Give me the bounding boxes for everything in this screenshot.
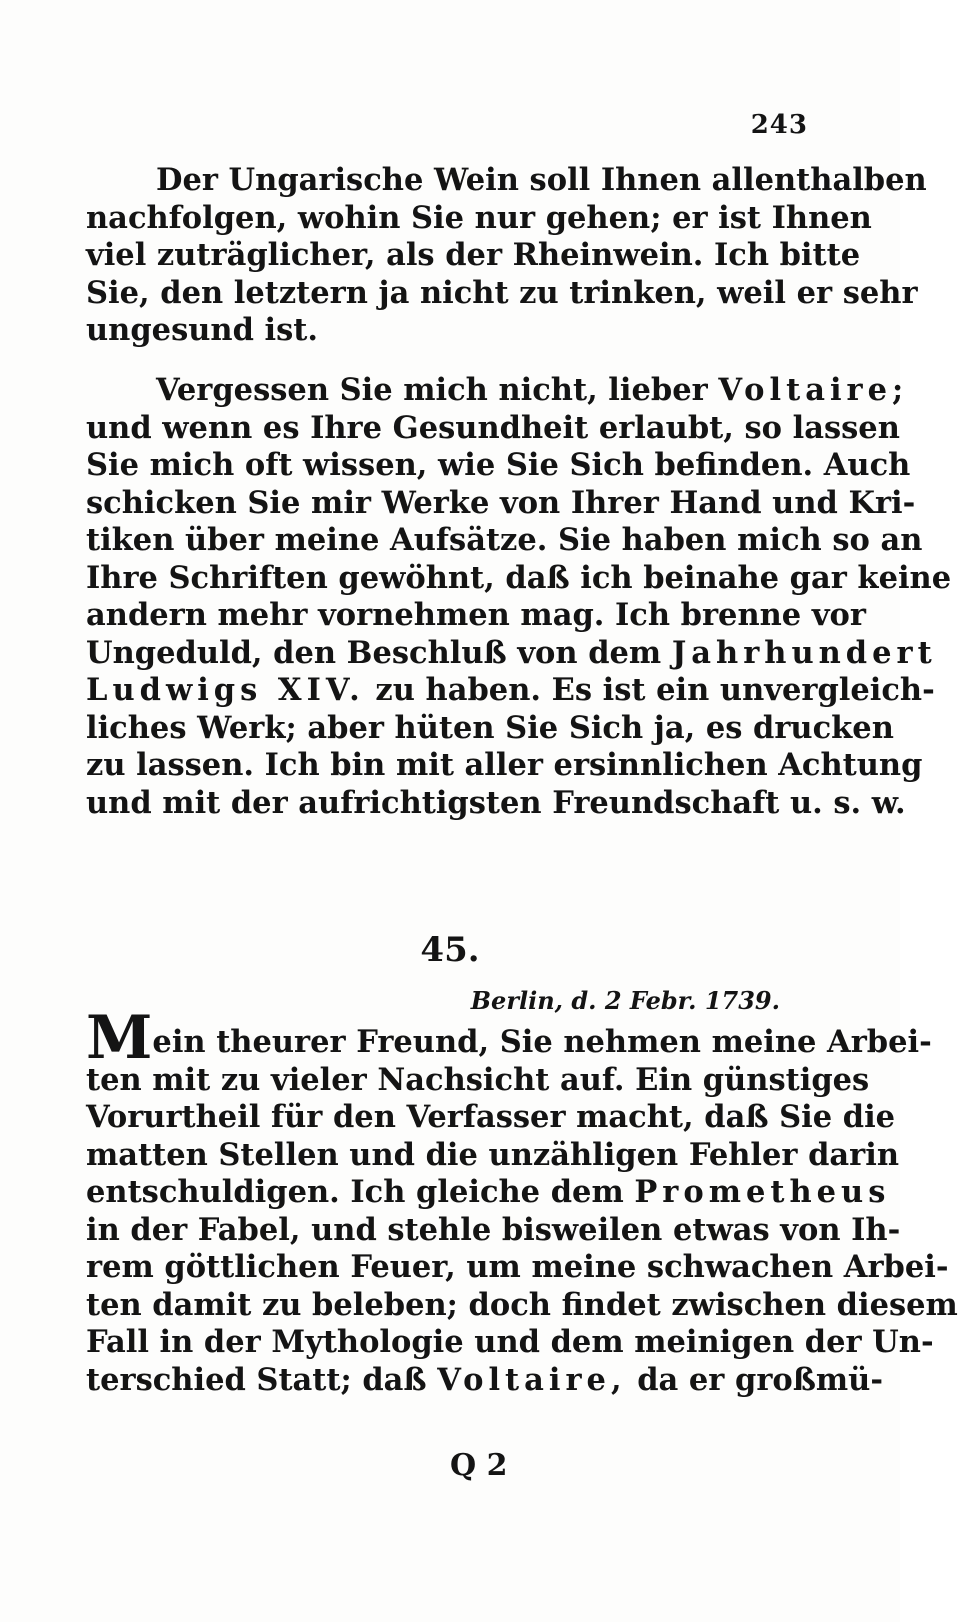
text-line: Ihre Schriften gewöhnt, daß ich beinahe gar keine xyxy=(86,559,952,596)
text-line: nachfolgen, wohin Sie nur gehen; er ist Ihnen xyxy=(86,199,872,236)
text-line: Vorurtheil für den Verfasser macht, daß Sie die xyxy=(86,1099,896,1135)
text-line: andern mehr vornehmen mag. Ich brenne vor xyxy=(86,597,866,633)
text-line: und wenn es Ihre Gesundheit erlaubt, so lassen xyxy=(86,409,900,446)
text-fragment: Ungeduld, den Beschluß von dem xyxy=(86,634,662,671)
text-fragment: da er großmü- xyxy=(637,1361,884,1398)
text-line: Sie mich oft wissen, wie Sie Sich befinden. Auch xyxy=(86,447,911,483)
name-voltaire: Voltaire; xyxy=(718,372,909,408)
text-line xyxy=(86,1361,884,1400)
letter-number: 45. xyxy=(420,930,480,970)
text-fragment: entschuldigen. Ich gleiche dem xyxy=(86,1174,624,1210)
page-number: 243 xyxy=(750,110,808,140)
paragraph-closing-request xyxy=(86,372,952,822)
text-line: in der Fabel, und stehle bisweilen etwas von Ih- xyxy=(86,1211,901,1248)
book-title-ludwigs: Ludwigs XIV. xyxy=(86,672,365,708)
text-line: liches Werk; aber hüten Sie Sich ja, es drucken xyxy=(86,709,894,746)
drop-cap: M xyxy=(86,1003,153,1073)
text-fragment: Vergessen Sie mich nicht, lieber xyxy=(156,372,708,408)
text-fragment: ein theurer Freund, Sie nehmen meine Arbei- xyxy=(152,1024,932,1060)
text-line xyxy=(86,1174,891,1212)
paragraph-wine-advice xyxy=(86,162,927,350)
text-line: und mit der aufrichtigsten Freundschaft u. s. w. xyxy=(86,784,906,821)
name-prometheus: Prometheus xyxy=(634,1174,891,1210)
text-line: ten mit zu vieler Nachsicht auf. Ein günstiges xyxy=(86,1061,870,1098)
text-line: ten damit zu beleben; doch findet zwischen diesem xyxy=(86,1286,958,1323)
text-line: tiken über meine Aufsätze. Sie haben mich so an xyxy=(86,522,923,558)
name-voltaire: Voltaire, xyxy=(437,1361,627,1398)
printer-signature: Q 2 xyxy=(450,1448,508,1483)
text-line: zu lassen. Ich bin mit aller ersinnlichen Achtung xyxy=(86,747,923,783)
text-line: viel zuträglicher, als der Rheinwein. Ich bitte xyxy=(86,237,861,273)
text-line: matten Stellen und die unzähligen Fehler darin xyxy=(86,1136,900,1173)
text-fragment: terschied Statt; daß xyxy=(86,1361,427,1398)
text-line xyxy=(86,672,935,710)
text-line: Fall in der Mythologie und dem meinigen der Un- xyxy=(86,1324,934,1360)
book-title-jahrhundert: Jahrhundert xyxy=(671,634,937,671)
text-line: Sie, den letztern ja nicht zu trinken, weil er sehr xyxy=(86,274,918,311)
text-line xyxy=(86,634,937,673)
text-line: Der Ungarische Wein soll Ihnen allenthalben xyxy=(156,162,927,198)
text-line: schicken Sie mir Werke von Ihrer Hand und Kri- xyxy=(86,484,916,521)
text-line: ungesund ist. xyxy=(86,312,319,348)
text-line xyxy=(86,372,909,410)
text-line xyxy=(86,1003,932,1073)
dateline: Berlin, d. 2 Febr. 1739. xyxy=(470,986,780,1015)
text-fragment: zu haben. Es ist ein unvergleich- xyxy=(375,672,935,708)
letter-45-body xyxy=(86,1003,958,1399)
text-line: rem göttlichen Feuer, um meine schwachen Arbei- xyxy=(86,1249,949,1285)
